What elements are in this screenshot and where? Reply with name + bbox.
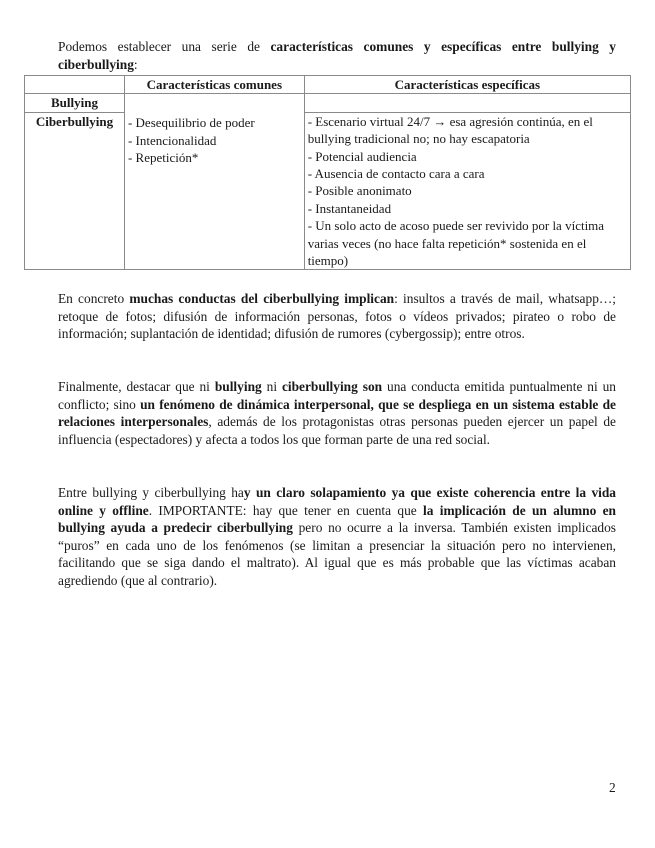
table-row [25, 94, 631, 112]
p3-bold-b: y un claro solapamiento ya que existe coherencia entre la vida online y offline [58, 485, 616, 518]
list-item: - Intencionalidad [127, 132, 217, 148]
list-item: - Instantaneidad [307, 200, 392, 216]
p2-text-a: Finalmente, destacar que ni [58, 379, 215, 394]
page-number: 2 [609, 780, 616, 795]
p2-text-g: , además de los protagonistas otras personas pueden ejercer un papel de influencia (espectadores) y afecta a todos los que forman parte de una red social. [58, 414, 616, 447]
list-item: - Escenario virtual 24/7 → esa agresión continúa, en el bullying tradicional no; no hay escapatoria [307, 113, 593, 147]
row-label-ciberbullying: Ciberbullying [25, 112, 125, 270]
header-empty [25, 76, 125, 94]
p3-text-e: pero no ocurre a la inversa. También existen implicados “puros” en cada uno de los fenómenos (se limitan a presenciar la situación pero no intervienen, facilitando que se siga dando el maltrato). Al igual que es más probable que las víctimas acaban agrediendo (que al contrario). [58, 520, 616, 588]
p2-bold-b: bullying [214, 379, 262, 394]
list-item: - Un solo acto de acoso puede ser revivido por la víctima varias veces (no hace falta repetición* sostenida en el tiempo) [307, 218, 605, 269]
common-cell [124, 94, 304, 270]
row-label-bullying: Bullying [25, 94, 125, 112]
list-item: - Potencial audiencia [307, 148, 417, 164]
table-row [25, 112, 631, 270]
paragraph-conductas [58, 290, 616, 343]
p2-text-c: ni [261, 379, 282, 394]
p1-text-a: En concreto [58, 291, 130, 306]
p2-text-e: una conducta emitida puntualmente ni un conflicto; sino [58, 379, 617, 412]
p2-bold-f: un fenómeno de dinámica interpersonal, que se despliega en un sistema estable de relaciones interpersonales [58, 396, 616, 430]
specific-list [308, 113, 627, 270]
list-item: - Repetición* [127, 150, 199, 166]
common-list [128, 114, 301, 166]
characteristics-table [24, 75, 631, 270]
header-specific: Características específicas [304, 76, 630, 94]
intro-colon: : [133, 56, 138, 72]
p3-text-c: . IMPORTANTE: hay que tener en cuenta que [148, 502, 424, 518]
paragraph-solapamiento [58, 484, 616, 590]
paragraph-finalmente [58, 378, 616, 448]
list-item: - Posible anonimato [307, 183, 412, 199]
intro-text: Podemos establecer una serie de [58, 39, 271, 54]
list-item: - Desequilibrio de poder [127, 115, 255, 131]
list-item: - Ausencia de contacto cara a cara [307, 166, 485, 182]
specific-cell [304, 112, 630, 270]
p2-bold-d: ciberbullying son [281, 379, 383, 394]
p3-text-a: Entre bullying y ciberbullying ha [58, 485, 244, 500]
intro-bold-text: características comunes y específicas entre bullying y ciberbullying [58, 39, 616, 72]
p1-text-c: : insultos a través de mail, whatsapp…; retoque de fotos; difusión de información personas, fotos o vídeos privados; pirateo o robo de información; suplantación de identidad; difusión de rumores (cybergossip); entre otros. [58, 291, 616, 342]
p1-bold: muchas conductas del ciberbullying implican [129, 291, 395, 306]
intro-paragraph [58, 38, 616, 73]
specific-empty-cell [304, 94, 630, 112]
table-header-row [25, 76, 631, 94]
header-common: Características comunes [124, 76, 304, 94]
p3-bold-d: la implicación de un alumno en bullying ayuda a predecir ciberbullying [58, 502, 617, 536]
